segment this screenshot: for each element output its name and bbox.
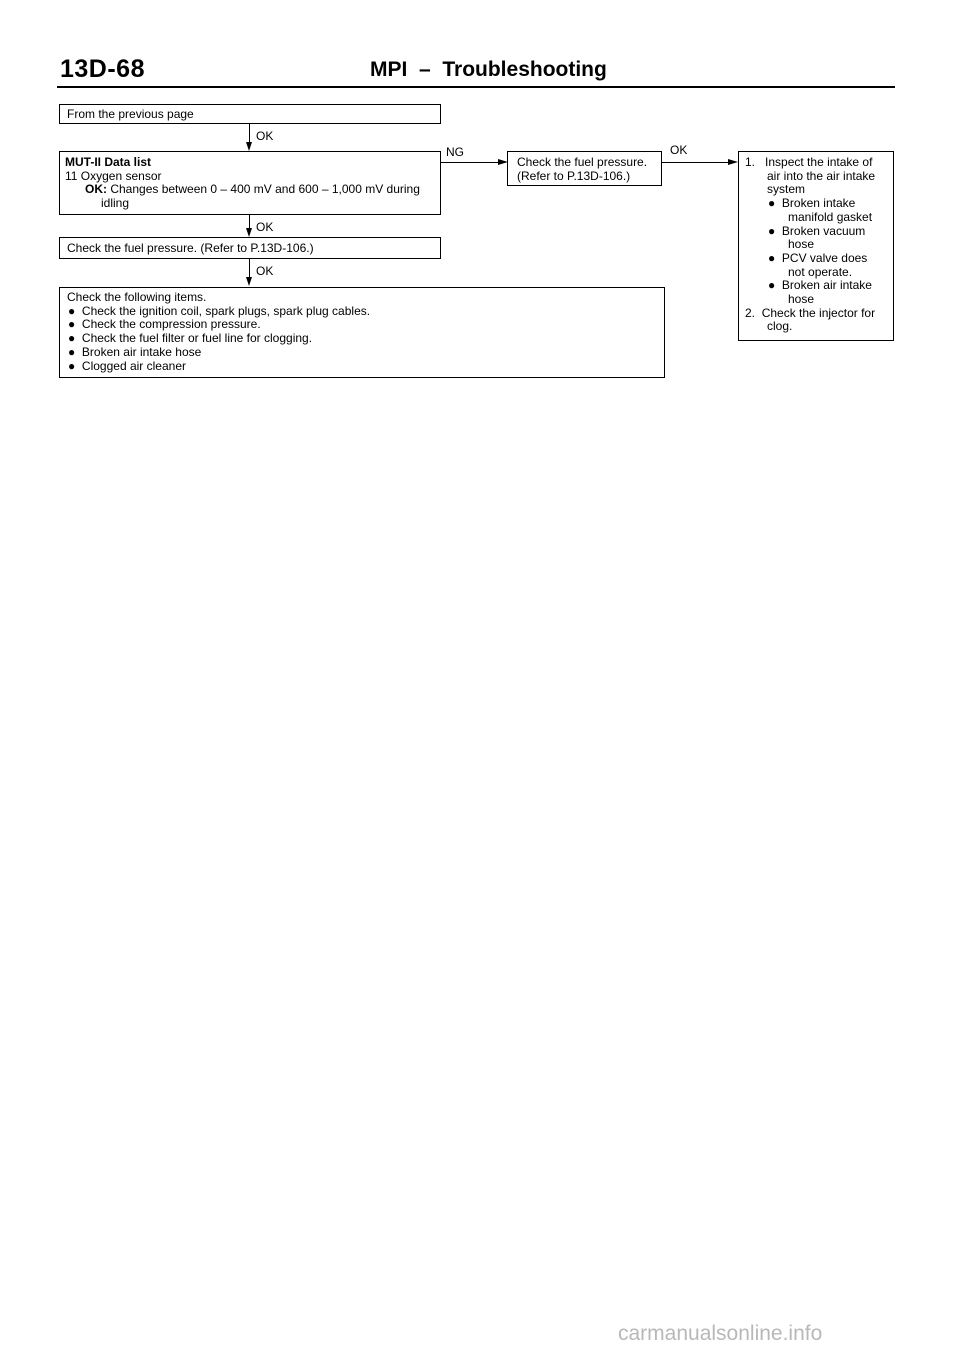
- ng-connector-line: [441, 162, 504, 163]
- fuel-pressure-box: [59, 237, 441, 259]
- arrow-down-icon: [246, 142, 252, 151]
- inspect-bullet: Broken intake: [781, 196, 856, 211]
- header-rule: [57, 86, 895, 88]
- inspect-line: system: [767, 182, 806, 197]
- check-item: Check the ignition coil, spark plugs, spark plug cables.: [81, 303, 371, 318]
- ok-label: OK: [256, 220, 274, 234]
- mut-title: MUT-II Data list: [65, 155, 152, 169]
- bullet-icon: ●: [68, 303, 76, 318]
- check-title: Check the following items.: [67, 290, 207, 304]
- ok-criteria-text: Changes between 0 – 400 mV and 600 – 1,000 mV during: [110, 182, 420, 197]
- bullet-icon: ●: [768, 278, 776, 293]
- inspect-bullet: PCV valve does: [781, 250, 868, 265]
- ok-label: OK: [256, 129, 274, 143]
- inspect-line: Check the injector for: [761, 305, 876, 320]
- inspect-bullet-cont: hose: [788, 237, 815, 252]
- fuel-pressure-box-right: [507, 151, 662, 186]
- ng-label: NG: [446, 145, 464, 159]
- fuel-pressure-line: Check the fuel pressure.: [517, 155, 648, 169]
- arrow-right-icon: [728, 159, 738, 165]
- check-items-box: [59, 287, 665, 378]
- inspect-bullet: Broken vacuum: [781, 223, 866, 238]
- ok-connector-line: [662, 162, 734, 163]
- page-number: 13D-68: [60, 55, 145, 83]
- arrow-down-icon: [246, 228, 252, 237]
- arrow-down-icon: [246, 277, 252, 286]
- inspect-bullet: Broken air intake: [781, 278, 872, 293]
- bullet-icon: ●: [768, 223, 776, 238]
- bullet-icon: ●: [68, 331, 76, 346]
- inspect-bullet-cont: hose: [788, 292, 815, 307]
- bullet-icon: ●: [768, 196, 776, 211]
- inspect-line: Inspect the intake of: [765, 155, 873, 169]
- connector-line: [249, 124, 250, 144]
- inspect-bullet-cont: manifold gasket: [788, 209, 873, 224]
- ok-label: OK: [670, 143, 688, 157]
- page-title: MPI – Troubleshooting: [370, 58, 607, 81]
- bullet-icon: ●: [68, 344, 76, 359]
- check-item: Check the fuel filter or fuel line for clogging.: [81, 331, 313, 346]
- bullet-icon: ●: [68, 358, 76, 373]
- from-previous-page-text: From the previous page: [67, 107, 194, 121]
- step-number: 1.: [745, 155, 756, 169]
- check-item: Check the compression pressure.: [81, 317, 261, 332]
- ok-criteria-label: OK:: [85, 182, 107, 197]
- fuel-pressure-text: Check the fuel pressure. (Refer to P.13D-106.): [67, 241, 314, 255]
- bullet-icon: ●: [768, 250, 776, 265]
- inspect-line: air into the air intake: [767, 168, 876, 183]
- bullet-icon: ●: [68, 317, 76, 332]
- ok-criteria-cont: idling: [101, 196, 130, 211]
- watermark: carmanualsonline.info: [618, 1322, 823, 1345]
- from-previous-page-box: [59, 104, 441, 124]
- step-number: 2.: [745, 305, 756, 320]
- ok-label: OK: [256, 264, 274, 278]
- fuel-pressure-ref: (Refer to P.13D-106.): [517, 168, 631, 183]
- inspect-bullet-cont: not operate.: [788, 264, 853, 279]
- inspect-line: clog.: [767, 319, 793, 334]
- check-item: Broken air intake hose: [81, 344, 202, 359]
- connector-line: [249, 259, 250, 279]
- mut-item: 11 Oxygen sensor: [65, 168, 162, 183]
- check-item: Clogged air cleaner: [81, 358, 186, 373]
- mut-data-list-box: [59, 151, 441, 215]
- inspect-box: [738, 151, 894, 341]
